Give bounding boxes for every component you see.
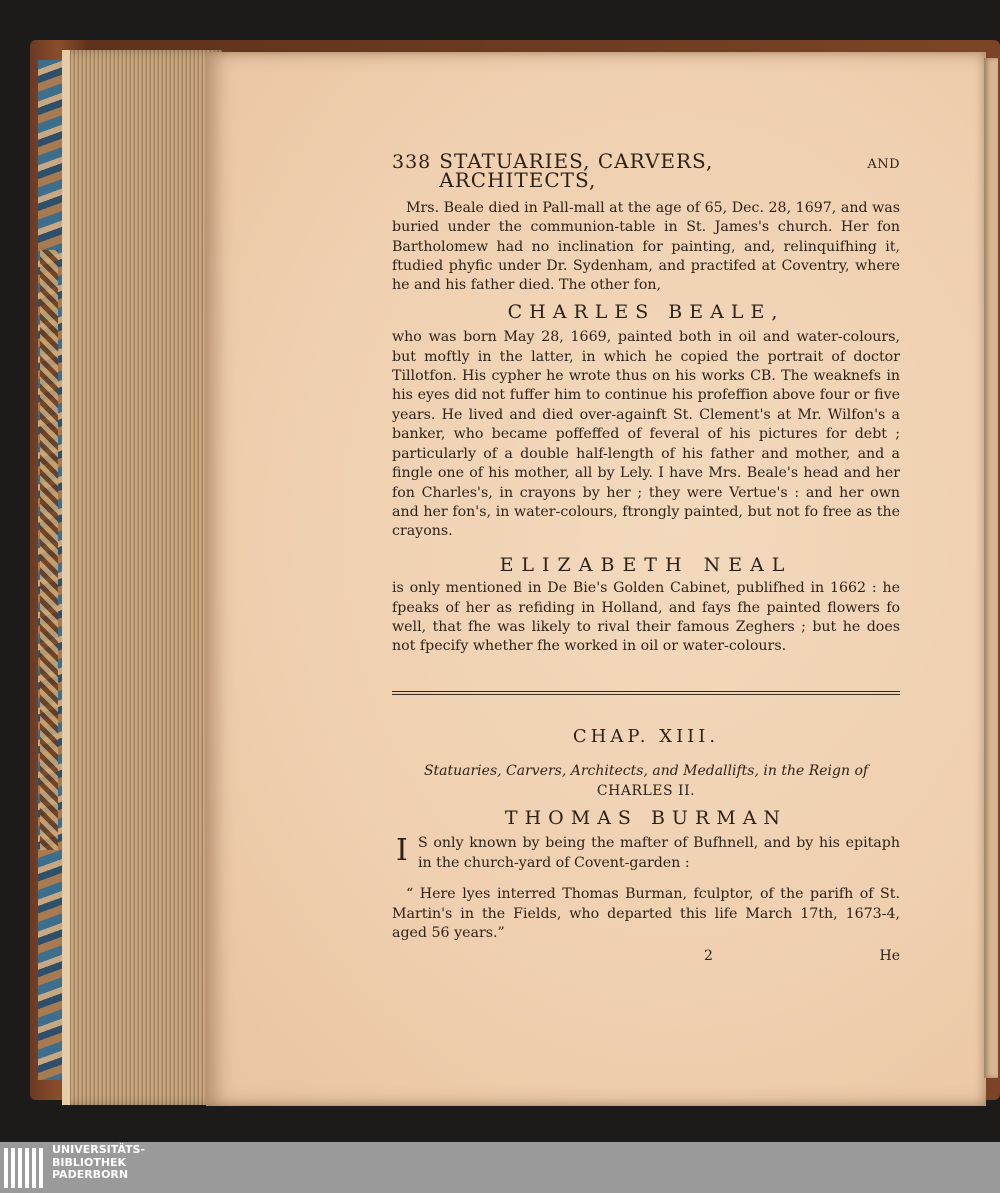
paragraph-thomas-burman-text: S only known by being the mafter of Bufhnell, and by his epitaph in the church-yard of Covent-garden :	[418, 835, 900, 871]
library-name-line1: UNIVERSITÄTS-	[52, 1143, 146, 1156]
library-name	[52, 1144, 145, 1182]
epitaph-quote: “ Here lyes interred Thomas Burman, fculptor, of the parifh of St. Martin's in the Fields, who departed this life March 17th, 1673-4, aged 56 years.”	[392, 886, 900, 941]
section-rule	[392, 691, 900, 695]
paragraph-beale: Mrs. Beale died in Pall-mall at the age of 65, Dec. 28, 1697, and was buried under the communion-table in St. James's church. Her fon Bartholomew had no inclination for painting, and, relinquifhing it, ftudied phyfic under Dr. Sydenham, and practifed at Coventry, where he and his father died. The other fon,	[392, 199, 900, 294]
paragraph-elizabeth-neal: is only mentioned in De Bie's Golden Cabinet, publifhed in 1662 : he fpeaks of her as refiding in Holland, and fays fhe painted flowers fo well, that fhe was likely to rival their famous Zeghers ; but he does not fpecify whether fhe worked in oil or water-colours.	[392, 580, 900, 655]
right-leaf-edge	[984, 58, 998, 1078]
catchword: He	[879, 948, 900, 965]
binding-edge	[40, 250, 58, 850]
running-head: STATUARIES, CARVERS, ARCHITECTS,	[439, 149, 714, 193]
signature-mark: 2	[704, 948, 713, 965]
drop-cap: I	[396, 833, 408, 869]
library-footer-bar	[0, 1142, 1000, 1193]
running-header	[392, 149, 900, 193]
chapter-heading: CHAP. XIII.	[572, 725, 720, 747]
library-name-line3: PADERBORN	[52, 1168, 129, 1181]
chapter-subtitle-italic: Statuaries, Carvers, Architects, and Medallifts, in the Reign of	[423, 763, 869, 780]
page-number: 338	[392, 151, 432, 173]
library-logo-icon	[4, 1148, 46, 1188]
page-text	[392, 149, 900, 967]
running-head-and: AND	[867, 157, 900, 172]
heading-elizabeth-neal: ELIZABETH NEAL	[499, 553, 793, 576]
library-name-line2: BIBLIOTHEK	[52, 1155, 127, 1169]
heading-thomas-burman: THOMAS BURMAN	[504, 806, 788, 829]
heading-charles-beale: CHARLES BEALE,	[507, 300, 785, 323]
chapter-subtitle-king: CHARLES II.	[596, 782, 696, 799]
page-footer	[392, 947, 900, 966]
paragraph-thomas-burman	[392, 834, 900, 873]
chapter-subtitle	[392, 762, 900, 801]
page-block-edge	[62, 50, 222, 1105]
paragraph-charles-beale: who was born May 28, 1669, painted both in oil and water-colours, but moftly in the latter, in which he copied the portrait of doctor Tillotfon. His cypher he wrote thus on his works CB. The weaknefs in his eyes did not fuffer him to continue his profeffion above four or five years. He lived and died over-againft St. Clement's at Mr. Wilfon's a banker, who became poffeffed of feveral of his pictures for debt ; particularly of a double half-length of his father and mother, and a fingle one of his mother, all by Lely. I have Mrs. Beale's head and her fon Charles's, in crayons by her ; they were Vertue's : and her own and her fon's, in water-colours, ftrongly painted, but not fo free as the crayons.	[392, 329, 900, 540]
